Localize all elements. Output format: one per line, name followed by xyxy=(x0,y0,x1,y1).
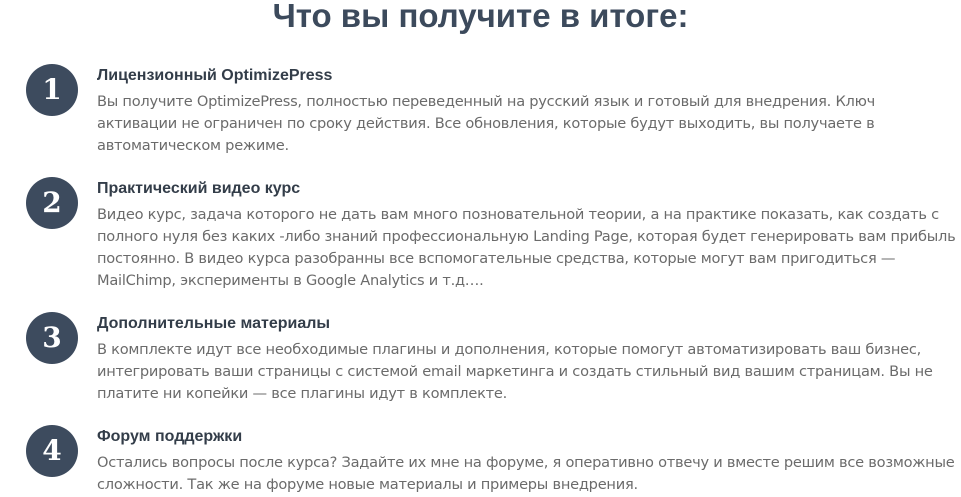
number-badge: 4 xyxy=(26,425,78,477)
feature-content xyxy=(97,314,959,405)
feature-content xyxy=(97,179,959,292)
feature-description: В комплекте идут все необходимые плагины и дополнения, которые помогут автоматизировать ваш бизнес, интегрировать ваши страницы с системой email маркетинга и создать стильный вид вашим страницам. Вы не платите ни копейки — все плагины идут в комплекте. xyxy=(97,341,933,402)
feature-description: Видео курс, задача которого не дать вам много позновательной теории, а на практике показать, как создать с полного нуля без каких -либо знаний профессиональную Landing Page, которая будет генерировать вам прибыль постоянно. В видео курса разобранны все вспомогательные средства, которые могут вам пригодиться — MailChimp, эксперименты в Google Analytics и т.д…. xyxy=(97,206,956,289)
number-badge: 2 xyxy=(26,177,78,229)
feature-content xyxy=(97,66,959,157)
feature-title: Лицензионный OptimizePress xyxy=(97,67,333,84)
feature-content xyxy=(97,427,959,496)
number-badge: 1 xyxy=(26,64,78,116)
feature-title: Форум поддержки xyxy=(97,428,243,445)
number-badge: 3 xyxy=(26,312,78,364)
feature-description: Остались вопросы после курса? Задайте их мне на форуме, я оперативно отвечу и вместе решим все возможные сложности. Так же на форуме новые материалы и примеры внедрения. xyxy=(97,454,955,493)
feature-description: Вы получите OptimizePress, полностью переведенный на русский язык и готовый для внедрения. Ключ активации не ограничен по сроку действия. Все обновления, которые будут выходить, вы получаете в автоматическом режиме. xyxy=(97,93,876,154)
feature-title: Практический видео курс xyxy=(97,180,301,197)
feature-title: Дополнительные материалы xyxy=(97,315,331,332)
page-title: Что вы получите в итоге: xyxy=(272,0,689,34)
